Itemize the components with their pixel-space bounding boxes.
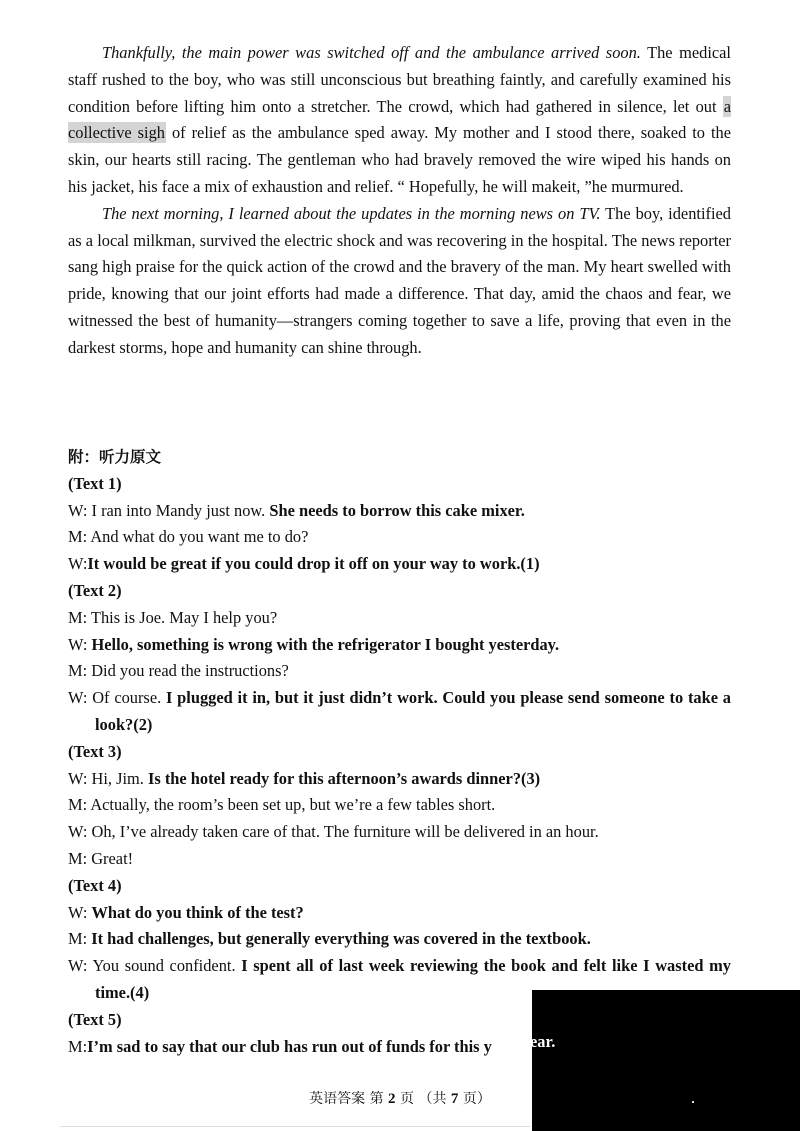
text-1-line-3 xyxy=(68,551,731,578)
text-3-line-1 xyxy=(68,766,731,793)
text-3-line-2: M: Actually, the room’s been set up, but we’re a few tables short. xyxy=(68,795,496,815)
story-continuation xyxy=(68,40,731,362)
line-speaker-text: W: Of course. xyxy=(68,688,166,708)
text-2-label: (Text 2) xyxy=(68,580,122,600)
paragraph-1-text-b: of relief as the ambulance sped away. My mother and I stood there, soaked to the skin, our hearts still racing. The gentleman who had bravely removed the wire wiped his hands on his jacket, his face a mix of exhaustion and relief. “ Hopefully, he will makeit, ”he murmured. xyxy=(68,123,731,196)
line-key-sentence: What do you think of the test? xyxy=(91,902,304,922)
line-speaker-text: W: I ran into Mandy just now. xyxy=(68,500,270,520)
line-key-sentence: It would be great if you could drop it off on your way to work.(1) xyxy=(87,554,540,574)
text-2-line-3: M: Did you read the instructions? xyxy=(68,661,289,681)
paragraph-1-opening-sentence: Thankfully, the main power was switched off and the ambulance arrived soon. xyxy=(102,43,641,62)
line-speaker-text: M: xyxy=(68,929,92,949)
footer-middle: 页 （共 xyxy=(395,1091,451,1107)
text-4-line-1 xyxy=(68,900,731,927)
line-speaker-text: M: xyxy=(68,1036,88,1056)
scan-speck xyxy=(692,1101,694,1103)
line-speaker-text: W: xyxy=(68,554,88,574)
text-3-line-3: W: Oh, I’ve already taken care of that. The furniture will be delivered in an hour. xyxy=(68,822,599,842)
line-key-sentence: Is the hotel ready for this afternoon’s awards dinner?(3) xyxy=(147,768,541,788)
paragraph-2-text: The boy, identified as a local milkman, survived the electric shock and was recovering in the hospital. The news reporter sang high praise for the quick action of the crowd and the bravery of the man. My heart swelled with pride, knowing that our joint efforts had made a difference. That day, amid the chaos and fear, we witnessed the best of humanity—strangers coming together to save a life, proving that even in the darkest storms, hope and humanity can shine through. xyxy=(68,203,731,357)
text-2-line-1: M: This is Joe. May I help you? xyxy=(68,607,278,627)
story-paragraph-2 xyxy=(68,201,731,362)
text-2-line-2 xyxy=(68,632,731,659)
text-3-line-4: M: Great! xyxy=(68,848,134,868)
line-key-sentence: Hello, something is wrong with the refrigerator I bought yesterday. xyxy=(91,634,560,654)
line-speaker-text: W: You sound confident. xyxy=(68,956,242,976)
text-1-line-2: M: And what do you want me to do? xyxy=(68,527,309,547)
footer-suffix: 页） xyxy=(458,1091,491,1107)
line-speaker-text: W: Hi, Jim. xyxy=(68,768,148,788)
listening-transcript xyxy=(68,444,731,1060)
bottom-rule xyxy=(60,1126,530,1127)
story-paragraph-1 xyxy=(68,40,731,201)
highlighted-phrase: a collective sigh xyxy=(68,96,731,143)
line-key-sentence: I spent all of last week reviewing the book and felt like I wasted my time.(4) xyxy=(95,956,731,1002)
page-number: 2 xyxy=(388,1091,396,1107)
paragraph-2-opening-sentence: The next morning, I learned about the updates in the morning news on TV. xyxy=(102,203,601,223)
total-pages: 7 xyxy=(450,1091,459,1107)
paragraph-1-text-a: The medical staff rushed to the boy, who was still unconscious but breathing faintly, and carefully examined his condition before lifting him onto a stretcher. The crowd, which had gathered in silence, let out xyxy=(68,43,731,116)
text-1-line-1 xyxy=(68,498,731,525)
text-1-label: (Text 1) xyxy=(68,473,122,493)
line-speaker-text: W: xyxy=(68,902,92,922)
text-5-label: (Text 5) xyxy=(68,1009,122,1029)
text-4-label: (Text 4) xyxy=(68,875,122,895)
line-key-sentence: I plugged it in, but it just didn’t work. Could you please send someone to take a look?(2) xyxy=(95,688,731,734)
transcript-heading: 附：听力原文 xyxy=(68,448,162,466)
line-key-sentence: It had challenges, but generally everything was covered in the textbook. xyxy=(91,929,591,949)
text-4-line-2 xyxy=(68,926,731,953)
text-3-label: (Text 3) xyxy=(68,741,122,761)
redaction-block xyxy=(532,990,800,1131)
line-key-sentence: I’m sad to say that our club has run out of funds for this y xyxy=(87,1036,492,1056)
line-speaker-text: W: xyxy=(68,634,92,654)
text-2-line-4 xyxy=(68,685,731,739)
line-key-sentence: She needs to borrow this cake mixer. xyxy=(269,500,525,520)
footer-prefix: 英语答案 第 xyxy=(309,1091,389,1107)
text-5-continuation: ear. xyxy=(530,1032,556,1051)
